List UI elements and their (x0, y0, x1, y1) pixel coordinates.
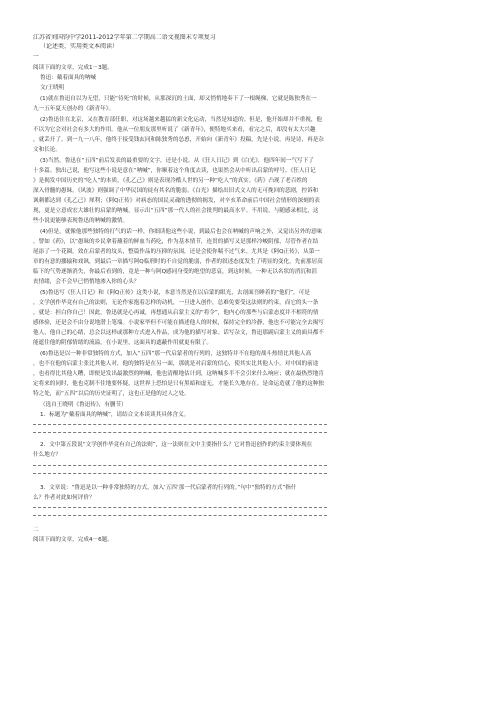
body-line: 特之处，而“五四”以后的历史证明了，这也正是他的过人之处。 (33, 391, 190, 397)
body-line: ，就是：担白你自己！因此，鲁迅就是心再诚，再想通从启蒙主义的“将令”，他内心的那些与启蒙态度并不相符的情 (33, 310, 319, 316)
body-line: 临下的气势逐渐消失，你最后看到的，竟是一种与阿Q感同身受的绝望的悲哀，到这时候，一种无以名状的消沉和沮 (33, 269, 318, 275)
section-number: 二 (33, 527, 39, 533)
body-line: 九一五年夏天创办的《新青年》。 (33, 106, 115, 112)
source-note: （选自王晓明《鲁迅传》，有删节） (40, 402, 127, 408)
answer-line (33, 515, 327, 516)
body-line: 定将来的同时，他也克制不住地要怀疑，这世界上恐怕是只有黑暗和虚无，才能长久地存在。是命运造就了他的这种独 (33, 381, 324, 387)
body-line: (2)鲁迅住在北京，又在教育部任职，对这场越来越猛的新文化运动，当然是知道的。但是，他开始却并不重视，他 (40, 117, 323, 123)
body-line: ，也看得比其他人糟，即便是发出最激烈的呐喊，他也清醒地估计到，这呐喊多半不会引来什么响应；就在最热烈地肯 (33, 371, 324, 377)
section-number: 一 (33, 54, 39, 60)
document-header: 江苏省刘国钧中学2011-2012学年第二学期高二语文视图末专项复习 (33, 34, 216, 41)
body-line: 能遮住他的阴郁情绪的流溢，在小说里，这面具的遮蔽作用就更有限了。 (33, 340, 213, 346)
answer-line (33, 465, 327, 466)
answer-line (33, 507, 327, 508)
question-2: 2．文中第五段说“文学创作毕竟有自己的法则”，这一法则在文中主要指什么？它对鲁迅创作的约束主要体现在 (40, 442, 313, 448)
body-line: (6)鲁迅是以一种非常独特的方式，加入“五四”那一代启蒙者的行列的，这独特并不在他的战斗热情比其他人高 (40, 351, 312, 357)
body-line: 尾添了一个花圈，效在启蒙者的坟头，整篇作品的压抑的氛围，还是会使你喘不过气来。尤其是《阿Q正传》，从第一 (33, 249, 320, 255)
reading-instruction: 阅读下面的文章，完成1－3题。 (33, 65, 113, 71)
body-line: ，就丢开了。到一九一八年，他终于接受钱玄同和陈独秀的怂恿，开始向《新青年》投稿，先是小说，再是诗，再是杂 (33, 137, 324, 143)
body-line: 章的有意的挪输和戏讽，到最后一章描写阿Q临刑时的不自觉的脆弱，作者的叙述态度发生了明显的变化，先前那居高 (33, 259, 323, 265)
body-line: 些小说更能够表现鲁迅的呐喊的激情。 (33, 218, 129, 224)
body-line: ，文学创作毕竟有自己的法则，无论作家抱着怎样的动机，一旦进入创作，总难免要受这法则的约束，而它的头一条 (33, 300, 319, 306)
answer-line (33, 424, 327, 425)
body-line: (5)鲁迅写《狂人日记》和《阿Q正传》这类小说，本意当然是在以启蒙的眼光，去剖面吾睡着的“他们”，可是 (40, 290, 310, 296)
article-author: 文/王晓明 (40, 85, 65, 91)
question-3: 3．文章说：“鲁迅是以一种非常独特的方式，加入‘五四’那一代启蒙者的行列的。”句中“独特的方式”指什 (40, 485, 297, 491)
article-title: 鲁迅：戴着面具的呐喊 (40, 75, 96, 81)
body-line: 文和长论。 (33, 147, 61, 153)
body-line: 感体验，还是会不由分说地潜上笔端。小说家毕但不可能在描述他人的时候，保持完全的冷静，他也不可能完全去揭写 (33, 320, 324, 326)
body-line: 他人，他自己的心绪，总会以这样或那种方式进入作品，成为他的描写对象。话写杂文，鲁迅那副启蒙主义的面具都不 (33, 330, 324, 336)
body-line: (3)当然，鲁迅在“五四”前后发表的最重要的文字，还是小说。从《狂人日记》到《白光》，他四年间一气写下了 (40, 158, 314, 164)
reading-instruction: 阅读下面的文章，完成4－6题。 (33, 537, 113, 543)
body-line: (4)但是，就像他那些独特的打气的话一样，你细读他这些小说，到最后也会在呐喊的声响之外，又觉出另外的意味 (40, 229, 323, 235)
body-line: 讽刺都达到《孔乙己》犀利；《阿Q正传》对病态的国民灵魂的透彻的揭发，对辛亥革命前后中国社会情形的深刻的表 (33, 198, 320, 204)
answer-line (33, 432, 327, 433)
question-1: 1．标题为“戴着面具的呐喊”，请结合文本谈谈其具体含义。 (40, 412, 190, 418)
answer-line (33, 473, 327, 474)
body-line: (1)就在鲁迅自以为无望，只能“待死”的时候，从那深沉的土面，却又悄悄地奏下了一根绳梯，它就是陈独秀在一 (40, 96, 317, 102)
body-line: 丧情绪，会不会早已悄悄地渗入你的心头？ (33, 279, 140, 285)
question-2-cont: 什么地方？ (33, 452, 61, 458)
body-line: 不以为它会对社会有多大的作用。他从一位朋友那里听说了《新青年》，便特地买来看，看完之后，却没有太大兴趣 (33, 127, 316, 133)
body-line: ，譬如《药》，以“愚昧的乡民拿着蘸着的鲜血当药吃，作为基本情节，连贯的描写又是那样冷峻阴郁，尽管作者在结 (33, 239, 319, 245)
body-line: 深入骨髓的愚昧，《风波》则强调了中华民国的徒有其名的脆弱。《白光》描绘出旧式文人的无可挽回的悲剧，控诉和 (33, 188, 319, 194)
document-subheader: （论述类、实用类文本阅读） (40, 43, 119, 50)
body-line: ，也不在他的启蒙主张比其他人对，他的独特是在另一面，那就是对启蒙的信心，使其实比其他人小，对中国的前途 (33, 361, 319, 367)
body-line: 》是揭发中国历史的“吃人”的本质，《孔乙己》则是表现冷酷人世的另一种“吃人”的真实。《药》凸现了老百姓的 (33, 178, 308, 184)
body-line: 现，更是立意成宏大雄壮的启蒙的呐喊，显示出“五四”那一代人的社会批判的最高水平。不用说，与随感录相比，这 (33, 208, 319, 214)
question-3-cont: 么？作者对此如何评价？ (33, 495, 95, 501)
body-line: 十多篇。独出己说，他写这些小说是意在“呐喊”，你顺着这个角度去读，也果然会从中听出启蒙的呼号。《狂人日记 (33, 168, 316, 174)
